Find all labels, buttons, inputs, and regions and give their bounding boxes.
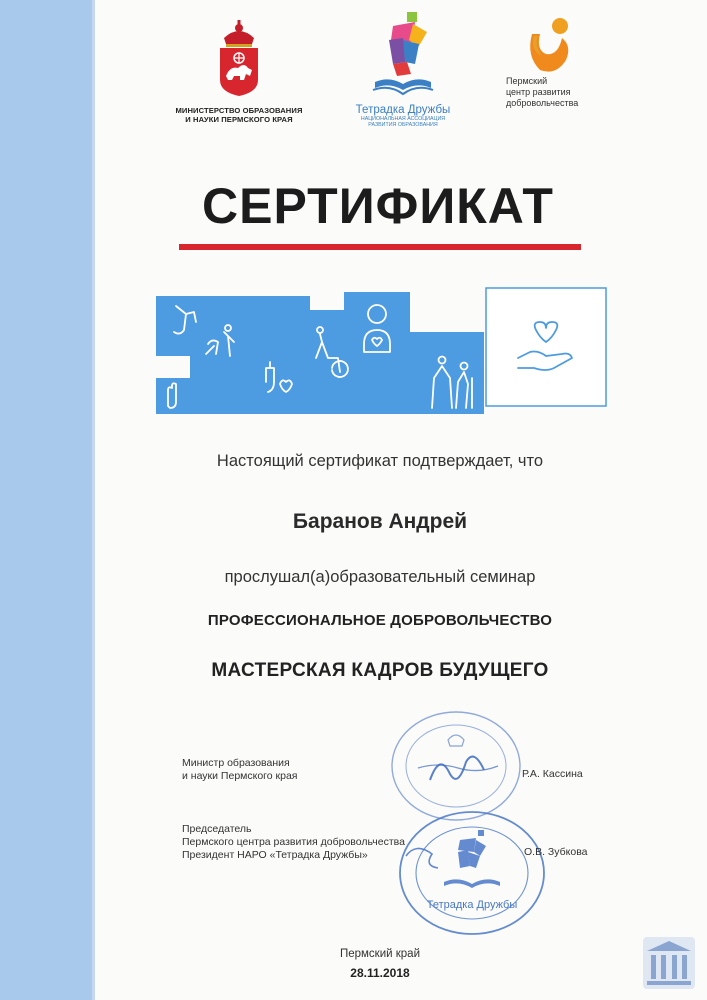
attended-text: прослушал(а)образовательный семинар xyxy=(224,568,536,586)
title-underline xyxy=(179,244,581,250)
president-position-line2: Пермского центра развития добровольчества xyxy=(182,836,405,848)
volunteer-center-line1: Пермский xyxy=(506,76,548,86)
signature-block-president xyxy=(182,823,405,862)
volunteer-center-line3: добровольчества xyxy=(506,98,579,108)
seminar-title: МАСТЕРСКАЯ КАДРОВ БУДУЩЕГО xyxy=(211,660,549,681)
program-title: ПРОФЕССИОНАЛЬНОЕ ДОБРОВОЛЬЧЕСТВО xyxy=(207,612,553,629)
recipient-name: Баранов Андрей xyxy=(292,510,468,533)
volunteer-icons-mosaic xyxy=(150,282,610,414)
volunteer-center-logo xyxy=(492,16,602,109)
footer-place: Пермский край xyxy=(339,948,421,960)
ministry-name-line2: И НАУКИ ПЕРМСКОГО КРАЯ xyxy=(185,115,293,124)
ministry-name-line1: МИНИСТЕРСТВО ОБРАЗОВАНИЯ xyxy=(175,106,303,115)
association-name: Тетрадка Дружбы xyxy=(355,104,451,116)
side-band xyxy=(0,0,92,1000)
ministry-logo xyxy=(168,18,310,124)
president-name: О.В. Зубкова xyxy=(524,846,588,858)
association-sub-line1: НАЦИОНАЛЬНАЯ АССОЦИАЦИЯ xyxy=(360,116,446,122)
certificate-title: СЕРТИФИКАТ xyxy=(202,178,554,234)
minister-position-line2: и науки Пермского края xyxy=(182,770,298,782)
association-logo xyxy=(336,12,470,128)
confirm-text: Настоящий сертификат подтверждает, что xyxy=(216,452,544,470)
volunteer-center-line2: центр развития xyxy=(506,87,571,97)
stamp-center-text: Тетрадка Дружбы xyxy=(426,899,518,911)
signature-block-minister xyxy=(182,757,298,783)
president-position-line1: Председатель xyxy=(182,823,252,835)
minister-position-line1: Министр образования xyxy=(182,757,290,769)
volunteer-figure-icon xyxy=(512,16,582,76)
ministry-stamp xyxy=(388,708,524,824)
president-position-line3: Президент НАРО «Тетрадка Дружбы» xyxy=(182,849,368,861)
footer-date: 28.11.2018 xyxy=(350,966,410,980)
coat-of-arms-icon xyxy=(214,18,264,98)
notebook-book-icon xyxy=(363,12,443,102)
archive-building-icon xyxy=(641,935,697,991)
minister-name: Р.А. Кассина xyxy=(522,768,583,780)
association-stamp xyxy=(396,808,548,938)
association-sub-line2: РАЗВИТИЯ ОБРАЗОВАНИЯ xyxy=(368,122,438,128)
